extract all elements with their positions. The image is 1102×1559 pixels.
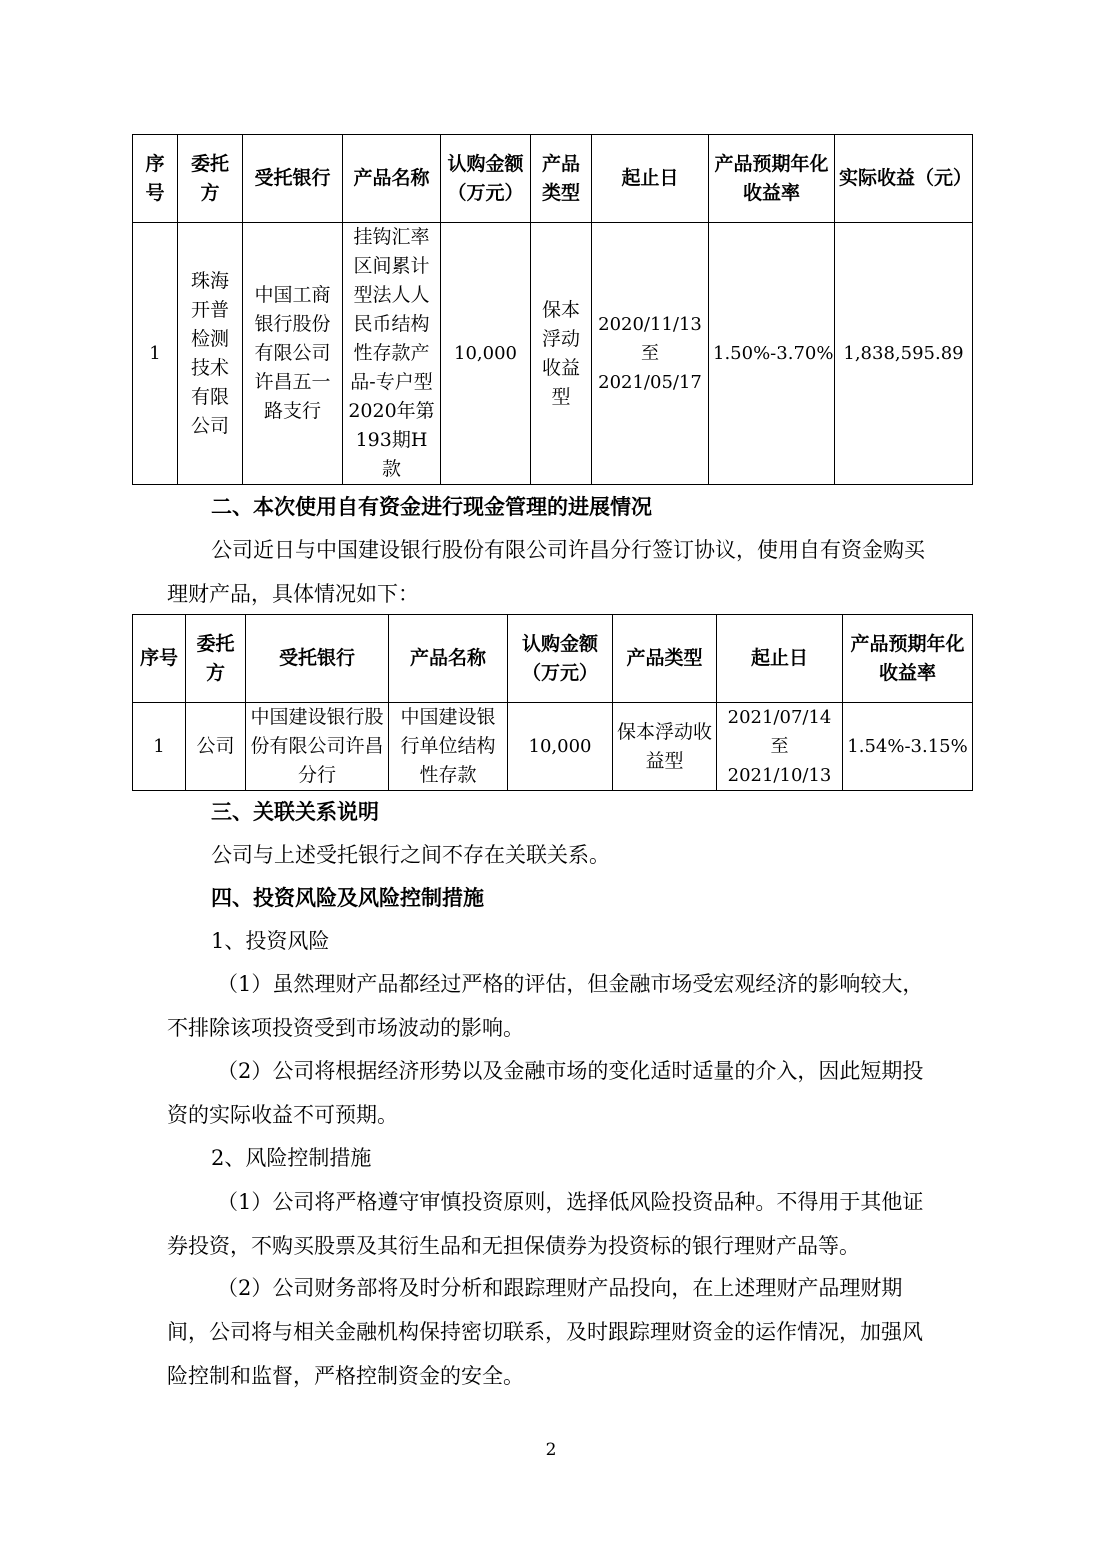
- header-client: 委托方: [178, 135, 243, 223]
- cell-period: [717, 703, 843, 791]
- section4-subheading-2: 2、风险控制措施: [211, 1146, 372, 1170]
- cell-product: 挂钩汇率区间累计型法人人民币结构性存款产品-专户型2020年第193期H款: [343, 223, 441, 485]
- cell-product: 中国建设银行单位结构性存款: [389, 703, 508, 791]
- header-amount: 认购金额（万元）: [441, 135, 531, 223]
- section2-heading: 二、本次使用自有资金进行现金管理的进展情况: [211, 494, 652, 519]
- header-period: 起止日: [717, 615, 843, 703]
- financial-product-table-1: [132, 134, 973, 485]
- header-seq: 序号: [133, 615, 186, 703]
- section3-paragraph: 公司与上述受托银行之间不存在关联关系。: [211, 843, 610, 867]
- period-start: 2021/07/14: [727, 707, 832, 728]
- section3-heading: 三、关联关系说明: [211, 799, 379, 824]
- cell-client: 公司: [186, 703, 246, 791]
- header-income: 实际收益（元）: [835, 135, 973, 223]
- header-client: 委托方: [186, 615, 246, 703]
- cell-period: [592, 223, 709, 485]
- cell-client: 珠海开普检测技术有限公司: [178, 223, 243, 485]
- header-type: 产品类型: [531, 135, 592, 223]
- page-number: 2: [545, 1440, 557, 1460]
- section4-paragraph-1: （1）虽然理财产品都经过严格的评估，但金融市场受宏观经济的影响较大，不排除该项投资受到市场波动的影响。: [167, 972, 924, 1040]
- section4-heading: 四、投资风险及风险控制措施: [211, 885, 484, 910]
- cell-seq: 1: [133, 703, 186, 791]
- section4-subheading-1: 1、投资风险: [211, 929, 330, 953]
- period-start: 2020/11/13: [598, 314, 702, 335]
- cell-amount: 10,000: [441, 223, 531, 485]
- period-end: 2021/10/13: [727, 765, 832, 786]
- header-product: 产品名称: [343, 135, 441, 223]
- cell-rate: 1.50%-3.70%: [709, 223, 835, 485]
- section4-paragraph-3: （1）公司将严格遵守审慎投资原则，选择低风险投资品种。不得用于其他证券投资，不购买股票及其衍生品和无担保债券为投资标的银行理财产品等。: [167, 1190, 924, 1258]
- table-row: [133, 703, 973, 791]
- header-bank: 受托银行: [243, 135, 343, 223]
- header-type: 产品类型: [613, 615, 717, 703]
- cell-bank: 中国工商银行股份有限公司许昌五一路支行: [243, 223, 343, 485]
- cell-income: 1,838,595.89: [835, 223, 973, 485]
- header-rate: 产品预期年化收益率: [843, 615, 973, 703]
- header-product: 产品名称: [389, 615, 508, 703]
- financial-product-table-2: [132, 614, 973, 791]
- header-rate: 产品预期年化收益率: [709, 135, 835, 223]
- table-row: [133, 223, 973, 485]
- cell-type: 保本浮动收益型: [613, 703, 717, 791]
- header-amount: 认购金额（万元）: [508, 615, 613, 703]
- cell-bank: 中国建设银行股份有限公司许昌分行: [246, 703, 389, 791]
- period-to: 至: [641, 343, 659, 364]
- cell-amount: 10,000: [508, 703, 613, 791]
- section4-paragraph-2: （2）公司将根据经济形势以及金融市场的变化适时适量的介入，因此短期投资的实际收益不可预期。: [167, 1059, 924, 1127]
- header-bank: 受托银行: [246, 615, 389, 703]
- cell-type: 保本浮动收益型: [531, 223, 592, 485]
- header-period: 起止日: [592, 135, 709, 223]
- cell-rate: 1.54%-3.15%: [843, 703, 973, 791]
- section4-paragraph-4: （2）公司财务部将及时分析和跟踪理财产品投向，在上述理财产品理财期间，公司将与相关金融机构保持密切联系，及时跟踪理财资金的运作情况，加强风险控制和监督，严格控制资金的安全。: [167, 1276, 923, 1388]
- header-seq: 序号: [133, 135, 178, 223]
- section2-paragraph: 公司近日与中国建设银行股份有限公司许昌分行签订协议，使用自有资金购买理财产品，具体情况如下：: [167, 538, 925, 606]
- period-end: 2021/05/17: [598, 372, 702, 393]
- period-to: 至: [770, 736, 789, 757]
- cell-seq: 1: [133, 223, 178, 485]
